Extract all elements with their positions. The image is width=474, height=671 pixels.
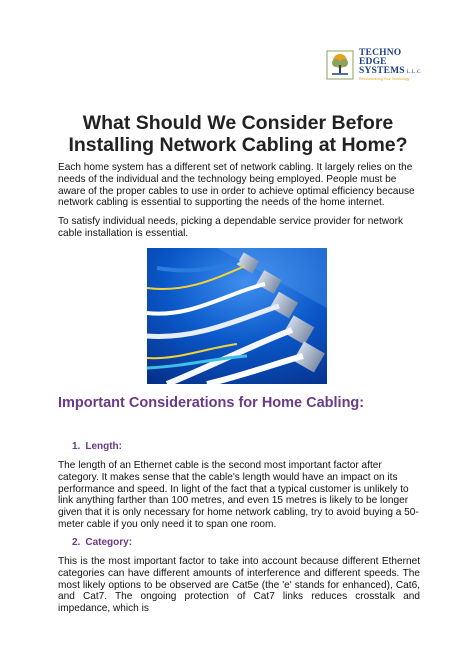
logo-line-2: EDGE	[359, 57, 387, 67]
logo-line-1: TECHNO	[359, 48, 402, 58]
list-number: 1.	[72, 441, 81, 452]
logo-tree-icon	[326, 50, 354, 80]
intro-paragraph: Each home system has a different set of network cabling. It largely relies on the needs of the individual and the technology being employed. People must be aware of the proper cables to use in order to achieve optimal efficiency because network cabling is essential to supporting the needs of the home internet.	[58, 162, 415, 209]
list-label: Category:	[85, 537, 133, 548]
list-label: Length:	[85, 441, 122, 452]
length-paragraph: The length of an Ethernet cable is the second most important factor after category. It makes sense that the cable's length would have an impact on its performance and speed. In light of the fact that a typical customer is unlikely to link anything farther than 100 metres, and even 15 metres is likely to be longer given that it is only necessary for home network cabling, try to avoid buying a 50-meter cable if you only need it to span one room.	[58, 460, 419, 530]
provider-paragraph: To satisfy individual needs, picking a dependable service provider for network cable installation is essential.	[58, 216, 404, 239]
network-cables-photo	[147, 248, 327, 384]
list-item-category	[72, 537, 132, 548]
logo-suffix: L.L.C	[406, 69, 421, 75]
category-paragraph: This is the most important factor to take into account because different Ethernet categories can have different amounts of interference and different speeds. The most likely options to be observed are Cat5e (the 'e' stands for enhanced), Cat6, and Cat7. The ongoing protection of Cat7 links reduces crosstalk and impedance, which is	[58, 556, 420, 615]
logo-tagline: Revolutionizing Your Technology	[359, 77, 410, 81]
list-number: 2.	[72, 537, 81, 548]
section-heading: Important Considerations for Home Cabling:	[58, 395, 365, 411]
logo-wordmark	[359, 49, 421, 77]
logo-line-3: SYSTEMS	[359, 66, 405, 76]
company-logo	[326, 48, 436, 84]
list-item-length	[72, 441, 122, 452]
page-title: What Should We Consider Before Installing Network Cabling at Home?	[68, 112, 408, 156]
